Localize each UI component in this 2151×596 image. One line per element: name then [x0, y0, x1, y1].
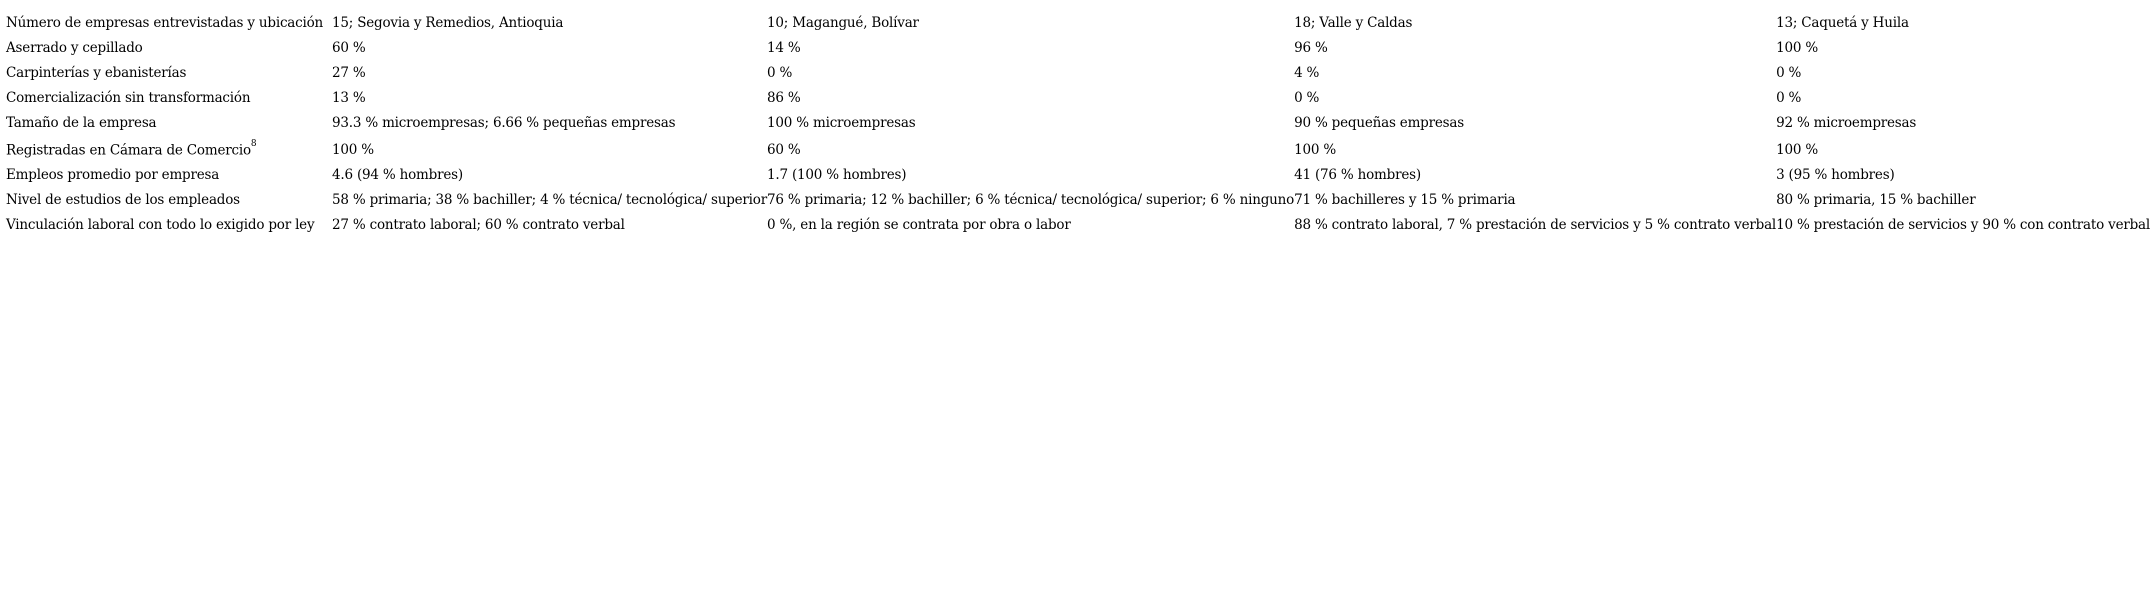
table-row: [6, 107, 2150, 132]
table-cell: 0 %: [767, 65, 793, 81]
row-label: Vinculación laboral con todo lo exigido por ley: [6, 217, 315, 233]
table-cell: 76 % primaria; 12 % bachiller; 6 % técnica/ tecnológica/ superior; 6 % ninguno: [767, 192, 1295, 208]
table-cell: 13; Caquetá y Huila: [1776, 15, 1909, 31]
table-cell: 93.3 % microempresas; 6.66 % pequeñas empresas: [332, 115, 676, 131]
table-cell: 100 %: [332, 142, 374, 158]
row-label: Comercialización sin transformación: [6, 90, 251, 106]
table-cell: 14 %: [767, 40, 801, 56]
table-cell: 18; Valle y Caldas: [1294, 15, 1413, 31]
table-cell: 58 % primaria; 38 % bachiller; 4 % técnica/ tecnológica/ superior: [332, 192, 767, 208]
table-cell: 27 %: [332, 65, 366, 81]
table-cell: 60 %: [332, 40, 366, 56]
table-row: [6, 159, 2150, 184]
table-cell: 86 %: [767, 90, 801, 106]
table-cell: 41 (76 % hombres): [1294, 167, 1421, 183]
table-cell: 4 %: [1294, 65, 1320, 81]
table-row: [6, 57, 2150, 82]
table-cell: 27 % contrato laboral; 60 % contrato verbal: [332, 217, 625, 233]
table-cell: 100 %: [1776, 142, 1818, 158]
table-cell: 1.7 (100 % hombres): [767, 167, 907, 183]
table-row: [6, 82, 2150, 107]
table-cell: 96 %: [1294, 40, 1328, 56]
row-label: Número de empresas entrevistadas y ubicación: [6, 15, 324, 31]
row-label: Carpinterías y ebanisterías: [6, 65, 187, 81]
row-label: Aserrado y cepillado: [6, 40, 143, 56]
table-cell: 71 % bachilleres y 15 % primaria: [1294, 192, 1516, 208]
table-cell: 90 % pequeñas empresas: [1294, 115, 1464, 131]
table-row: [6, 132, 2150, 159]
table-cell: 10 % prestación de servicios y 90 % con contrato verbal: [1776, 217, 2151, 233]
table-cell: 3 (95 % hombres): [1776, 167, 1895, 183]
table-cell: 100 %: [1294, 142, 1336, 158]
table-cell: 4.6 (94 % hombres): [332, 167, 463, 183]
table-cell: 0 %: [1776, 65, 1802, 81]
table-cell: 0 %: [1294, 90, 1320, 106]
table-cell: 100 %: [1776, 40, 1818, 56]
table-cell: 80 % primaria, 15 % bachiller: [1776, 192, 1976, 208]
footnote-marker: 8: [250, 138, 257, 149]
table-row: [6, 32, 2150, 57]
data-table: [6, 7, 2150, 234]
row-label-text: Registradas en Cámara de Comercio: [6, 142, 251, 158]
table-cell: 100 % microempresas: [767, 115, 916, 131]
table-cell: 10; Magangué, Bolívar: [767, 15, 919, 31]
table-row: [6, 7, 2150, 32]
row-label: Empleos promedio por empresa: [6, 167, 220, 183]
table-cell: 0 %, en la región se contrata por obra o labor: [767, 217, 1071, 233]
table-row: [6, 209, 2150, 234]
row-label: Tamaño de la empresa: [6, 115, 157, 131]
row-label: [6, 132, 332, 159]
table-cell: 60 %: [767, 142, 801, 158]
table-cell: 13 %: [332, 90, 366, 106]
table-cell: 88 % contrato laboral, 7 % prestación de servicios y 5 % contrato verbal: [1294, 217, 1777, 233]
row-label: Nivel de estudios de los empleados: [6, 192, 240, 208]
table-cell: 0 %: [1776, 90, 1802, 106]
table-row: [6, 184, 2150, 209]
table-cell: 92 % microempresas: [1776, 115, 1917, 131]
table-cell: 15; Segovia y Remedios, Antioquia: [332, 15, 564, 31]
